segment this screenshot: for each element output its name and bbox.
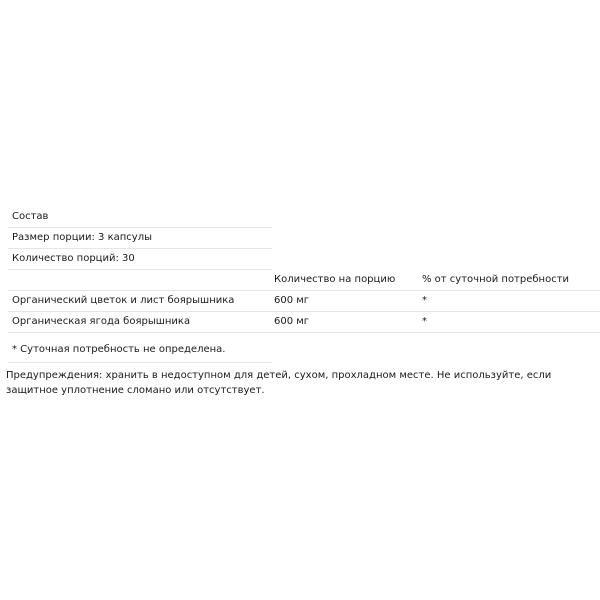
divider <box>8 362 272 363</box>
footnote-row <box>4 332 596 362</box>
ingredient-daily-value: * <box>422 315 427 327</box>
servings-per-container: Количество порций: 30 <box>12 252 135 264</box>
serving-size: Размер порции: 3 капсулы <box>12 231 153 243</box>
facts-heading: Состав <box>12 210 49 222</box>
supplement-facts-table <box>4 206 596 362</box>
ingredient-daily-value: * <box>422 294 427 306</box>
column-header-daily-value: % от суточной потребности <box>422 273 570 285</box>
ingredient-name: Органическая ягода боярышника <box>12 315 191 327</box>
ingredient-amount: 600 мг <box>274 294 310 306</box>
facts-heading-row <box>4 206 596 227</box>
serving-size-row <box>4 227 596 248</box>
ingredient-amount: 600 мг <box>274 315 310 327</box>
servings-per-container-row <box>4 248 596 269</box>
daily-value-footnote: * Суточная потребность не определена. <box>12 344 226 355</box>
column-header-amount: Количество на порцию <box>274 273 396 285</box>
warning-text: Предупреждения: хранить в недоступном для детей, сухом, прохладном месте. Не используйте, если защитное уплотнение сломано или отсутствует. <box>6 370 552 396</box>
ingredient-row <box>4 290 596 311</box>
ingredient-row <box>4 311 596 332</box>
ingredient-name: Органический цветок и лист боярышника <box>12 294 235 306</box>
column-header-row <box>4 269 596 290</box>
